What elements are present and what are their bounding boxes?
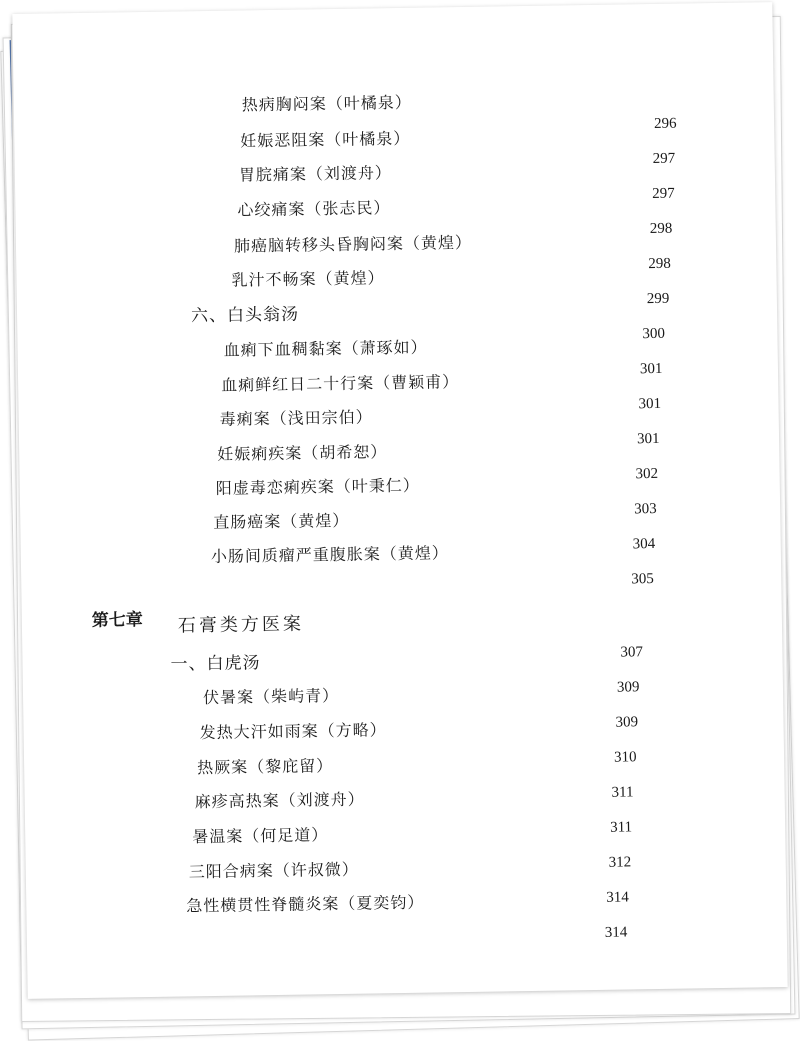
toc-page-number: 303 xyxy=(634,500,657,518)
toc-page-number: 305 xyxy=(631,571,654,588)
toc-page-number: 301 xyxy=(638,395,662,413)
toc-entry: 急性横贯性脊髓炎案（夏奕钧） xyxy=(186,892,425,916)
toc-entry: 直肠癌案（黄煌） xyxy=(213,510,350,532)
toc-entry: 血痢下血稠黏案（萧琢如） xyxy=(223,337,428,360)
toc-entry: 热病胸闷案（叶橘泉） xyxy=(241,92,412,115)
toc-entry: 三阳合病案（许叔微） xyxy=(188,859,359,882)
toc-section-heading: 一、白虎汤 xyxy=(170,653,261,675)
toc-entry: 胃脘痛案（刘渡舟） xyxy=(238,163,393,185)
chapter-number: 第七章 xyxy=(91,610,144,631)
toc-page xyxy=(12,2,787,999)
toc-entry: 肺癌脑转移头昏胸闷案（黄煌） xyxy=(233,232,473,256)
toc-entry: 妊娠恶阻案（叶橘泉） xyxy=(240,128,411,151)
toc-entry: 乳汁不畅案（黄煌） xyxy=(231,268,385,290)
toc-page-number: 304 xyxy=(632,535,656,553)
toc-entry: 发热大汗如雨案（方略） xyxy=(199,720,387,743)
toc-page-number: 297 xyxy=(652,150,676,167)
toc-page-number: 301 xyxy=(636,430,660,448)
toc-page-number: 297 xyxy=(652,185,675,202)
toc-entry: 血痢鲜红日二十行案（曹颖甫） xyxy=(221,372,460,395)
toc-entry: 心绞痛案（张志民） xyxy=(237,198,391,220)
toc-page-number: 299 xyxy=(646,290,670,308)
toc-section-heading: 六、白头翁汤 xyxy=(190,304,300,327)
toc-page-number: 298 xyxy=(649,220,673,238)
toc-entry: 暑温案（何足道） xyxy=(192,825,329,847)
toc-page-number: 309 xyxy=(616,679,640,696)
toc-page-number: 314 xyxy=(604,924,628,941)
toc-entry: 小肠间质瘤严重腹胀案（黄煌） xyxy=(210,543,449,566)
toc-page-number: 311 xyxy=(611,784,634,801)
toc-page-number: 310 xyxy=(613,749,637,766)
toc-page-number: 296 xyxy=(653,115,677,132)
toc-page-number: 302 xyxy=(635,465,659,483)
toc-page-number: 298 xyxy=(648,255,671,273)
toc-page-number: 312 xyxy=(608,854,632,871)
toc-page-number: 311 xyxy=(610,819,633,836)
toc-entry: 阳虚毒恋痢疾案（叶秉仁） xyxy=(215,475,420,498)
toc-entry: 麻疹高热案（刘渡舟） xyxy=(194,789,365,812)
toc-page-number: 301 xyxy=(639,360,663,378)
toc-entry: 妊娠痢疾案（胡希恕） xyxy=(217,442,388,464)
chapter-title: 石膏类方医案 xyxy=(177,613,305,637)
toc-page-number: 307 xyxy=(620,644,644,661)
toc-entry: 毒痢案（浅田宗伯） xyxy=(219,407,373,429)
toc-page-number: 309 xyxy=(615,714,639,731)
toc-page-number: 314 xyxy=(606,889,629,906)
toc-entry: 伏暑案（柴屿青） xyxy=(202,685,340,708)
toc-entry: 热厥案（黎庇留） xyxy=(197,756,334,778)
toc-page-number: 300 xyxy=(642,325,666,343)
